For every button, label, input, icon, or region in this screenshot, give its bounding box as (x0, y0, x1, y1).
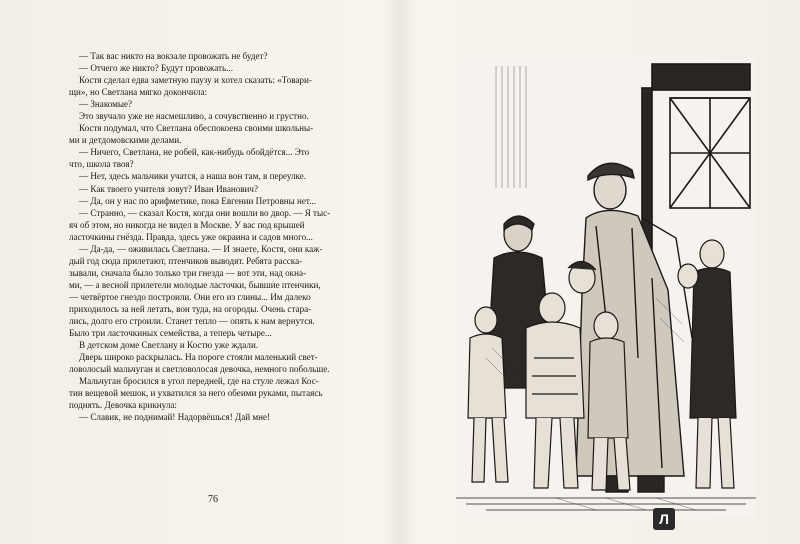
left-page (12, 36, 380, 516)
text-line: приходилось за ней летать, вон туда, на огороды. Очень стара- (69, 303, 312, 314)
text-column (69, 50, 371, 423)
text-line: — четвёртое гнездо построили. Они его из глины... Им далеко (69, 291, 311, 302)
text-line: ловолосый мальчуган и светловолосая девочка, немного побольше. (69, 364, 330, 375)
text-line: — Нет, здесь мальчики учатся, а наша вон там, в переулке. (79, 171, 307, 182)
text-line: яч об этом, но никогда не видел в Москве. У вас под крышей (69, 219, 305, 230)
right-page (420, 36, 788, 516)
publisher-logo-letter: Л (659, 511, 669, 527)
text-line: — Так вас никто на вокзале провожать не будет? (79, 51, 268, 61)
text-line: — Отчего же никто? Будут провожать... (79, 63, 233, 74)
text-line: Было три ласточкиных семейства, а теперь четыре... (69, 328, 272, 339)
text-line: Дверь широко раскрылась. На пороге стояли маленький свет- (79, 352, 318, 363)
text-line: тин вещевой мешок, и ухватился за него обеими руками, пытаясь (69, 388, 323, 399)
text-line: — Да, он у нас по арифметике, пока Евгении Петровны нет... (79, 195, 317, 206)
text-line: — Да-да, — оживилась Светлана. — И знаете, Костя, они каж- (79, 243, 323, 254)
page-number: 76 (208, 494, 218, 505)
text-line: — Славик, не поднимай! Надорвёшься! Дай мне! (79, 412, 271, 423)
text-line: поднять. Девочка крикнула: (69, 400, 177, 411)
text-line: — Как твоего учителя зовут? Иван Иванович? (79, 183, 259, 194)
text-line: лись, долго его строили. Станет тепло — опять к нам вернутся. (69, 316, 315, 327)
text-line: ласточкины гнёзда. Правда, здесь уже окраина и садов много... (69, 231, 313, 242)
text-line: щи», но Светлана мягко докончила: (69, 87, 208, 98)
text-line: В детском доме Светлану и Костю уже ждали. (79, 340, 259, 351)
text-line: — Ничего, Светлана, не робей, как-нибудь обойдётся... Это (79, 147, 310, 158)
text-line: — Странно, — сказал Костя, когда они вошли во двор. — Я тыс- (79, 207, 331, 218)
text-line: ми, — а весной прилетели молодые ласточки, бывшие птенчики, (69, 279, 321, 290)
text-line: — Знакомые? (79, 99, 133, 110)
text-line: Костя сделал едва заметную паузу и хотел сказать: «Товари- (79, 75, 312, 86)
engraving-illustration (456, 58, 756, 518)
text-line: Это звучало уже не насмешливо, а сочувственно и грустно. (79, 111, 309, 122)
text-line: Костя подумал, что Светлана обеспокоена своими школьны- (79, 123, 314, 134)
text-line: Мальчуган бросился в угол передней, где на стуле лежал Кос- (79, 376, 319, 387)
text-line: дый год сюда прилетают, птенчиков выводят. Ребята расска- (69, 255, 303, 266)
text-line: зывали, сначала было только три гнезда — вот эти, над окна- (69, 267, 307, 278)
text-line: ми и детдомовскими делами. (69, 135, 182, 146)
publisher-logo-icon (653, 508, 675, 530)
text-line: что, школа твоя? (69, 159, 134, 170)
